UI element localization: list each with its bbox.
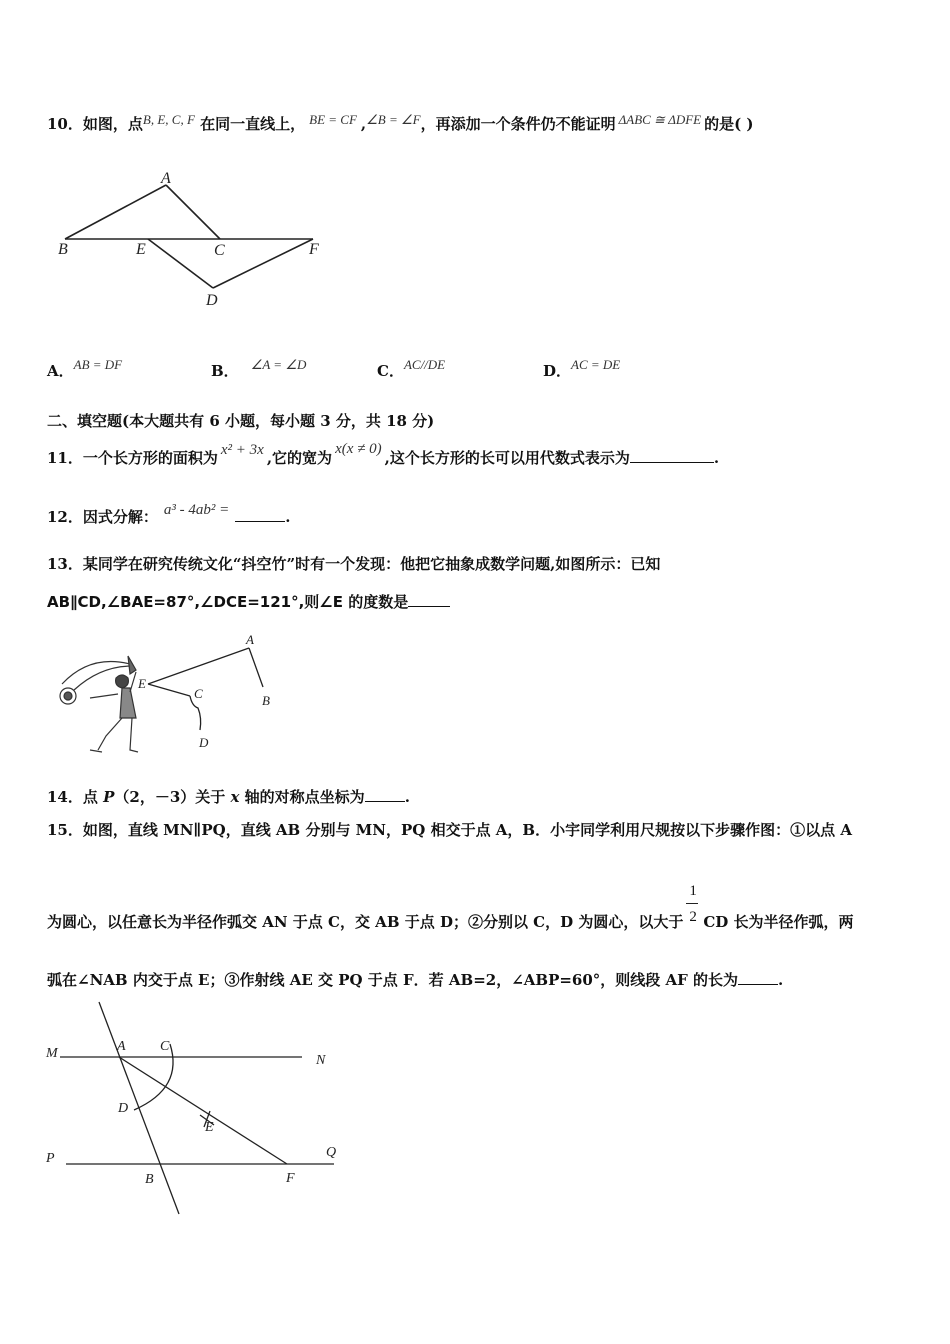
diabolo-player-illustration (60, 656, 138, 752)
q10-label-b: B (58, 241, 68, 258)
q10-figure (50, 162, 350, 312)
q15-label-m: M (46, 1046, 58, 1061)
q15-label-d: D (118, 1101, 129, 1116)
q15-answer-blank[interactable] (738, 970, 778, 985)
q10-label-f: F (309, 241, 319, 258)
q14-stem: 14．点 P（2，－3）关于 x 轴的对称点坐标为 . (47, 788, 410, 806)
q10-option-d[interactable]: D．AC = DE (543, 357, 621, 380)
section2-title: 二、填空题(本大题共有 6 小题，每小题 3 分，共 18 分) (47, 412, 435, 430)
q13-line2: AB∥CD,∠BAE=87°,∠DCE=121°,则∠E 的度数是 (47, 592, 450, 612)
q13-label-c: C (194, 686, 203, 701)
q12-stem: 12．因式分解： a³ - 4ab² = . (47, 502, 291, 526)
q10-cond2: ∠B = ∠F (366, 112, 421, 127)
q14-axis: x (230, 788, 240, 806)
q10-points: B, E, C, F (142, 112, 195, 127)
q14-point: P (103, 788, 115, 806)
q10-congruence: ΔABC ≅ ΔDFE (618, 112, 702, 127)
q15-figure (44, 998, 354, 1218)
q15-label-p: P (46, 1151, 55, 1166)
q10-option-c[interactable]: C．AC//DE (377, 357, 446, 380)
q15-line3: 弧在∠NAB 内交于点 E；③作射线 AE 交 PQ 于点 F．若 AB=2，∠ABP=60°，则线段 AF 的长为 . (47, 971, 784, 989)
q13-label-e: E (138, 676, 146, 691)
q15-label-b: B (145, 1172, 154, 1187)
q15-line1: 15．如图，直线 MN∥PQ，直线 AB 分别与 MN，PQ 相交于点 A，B．小宇同学利用尺规按以下步骤作图：①以点 A (47, 821, 852, 839)
q10-option-b[interactable]: B． ∠A = ∠D (211, 357, 307, 380)
q15-label-q: Q (326, 1145, 337, 1160)
q10-label-d: D (206, 292, 218, 309)
q15-label-f: F (286, 1171, 295, 1186)
q10-label-c: C (214, 242, 225, 259)
q15-fraction: $\frac{1}{2}$ (686, 907, 700, 927)
q11-area: x² + 3x (220, 442, 264, 458)
q10-cond1: BE = CF (309, 112, 357, 127)
q11-answer-blank[interactable] (630, 448, 714, 463)
q10-label-e: E (136, 241, 146, 258)
q13-figure (50, 626, 290, 758)
q13-answer-blank[interactable] (408, 592, 450, 607)
q11-stem: 11．一个长方形的面积为 x² + 3x ,它的宽为 x(x ≠ 0) ,这个长方形的长可以用代数式表示为 . (47, 441, 720, 467)
q15-label-n: N (316, 1053, 326, 1068)
q12-answer-blank[interactable] (235, 507, 285, 522)
q14-answer-blank[interactable] (365, 787, 405, 802)
q10-label-a: A (161, 170, 171, 187)
q11-width: x(x ≠ 0) (335, 441, 382, 457)
q15-label-e: E (205, 1120, 214, 1135)
q15-label-c: C (160, 1039, 170, 1054)
q15-label-a: A (117, 1039, 126, 1054)
q10-option-a[interactable]: A．AB = DF (47, 357, 123, 380)
q12-expr: a³ - 4ab² = (163, 502, 230, 518)
q13-label-a: A (246, 632, 254, 647)
q10-stem: 10．如图，点B, E, C, F 在同一直线上， BE = CF ,∠B = ∠F，再添加一个条件仍不能证明 ΔABC ≅ ΔDFE 的是( ) (47, 112, 754, 133)
q13-label-d: D (199, 735, 209, 750)
q15-line2: 为圆心，以任意长为半径作弧交 AN 于点 C，交 AB 于点 D；②分别以 C，D 为圆心，以大于 $\frac{1}{2}$ CD 长为半径作弧，两 (47, 883, 854, 931)
q13-line1: 13．某同学在研究传统文化“抖空竹”时有一个发现：他把它抽象成数学问题,如图所示：已知 (47, 555, 661, 573)
q13-label-b: B (262, 693, 270, 708)
